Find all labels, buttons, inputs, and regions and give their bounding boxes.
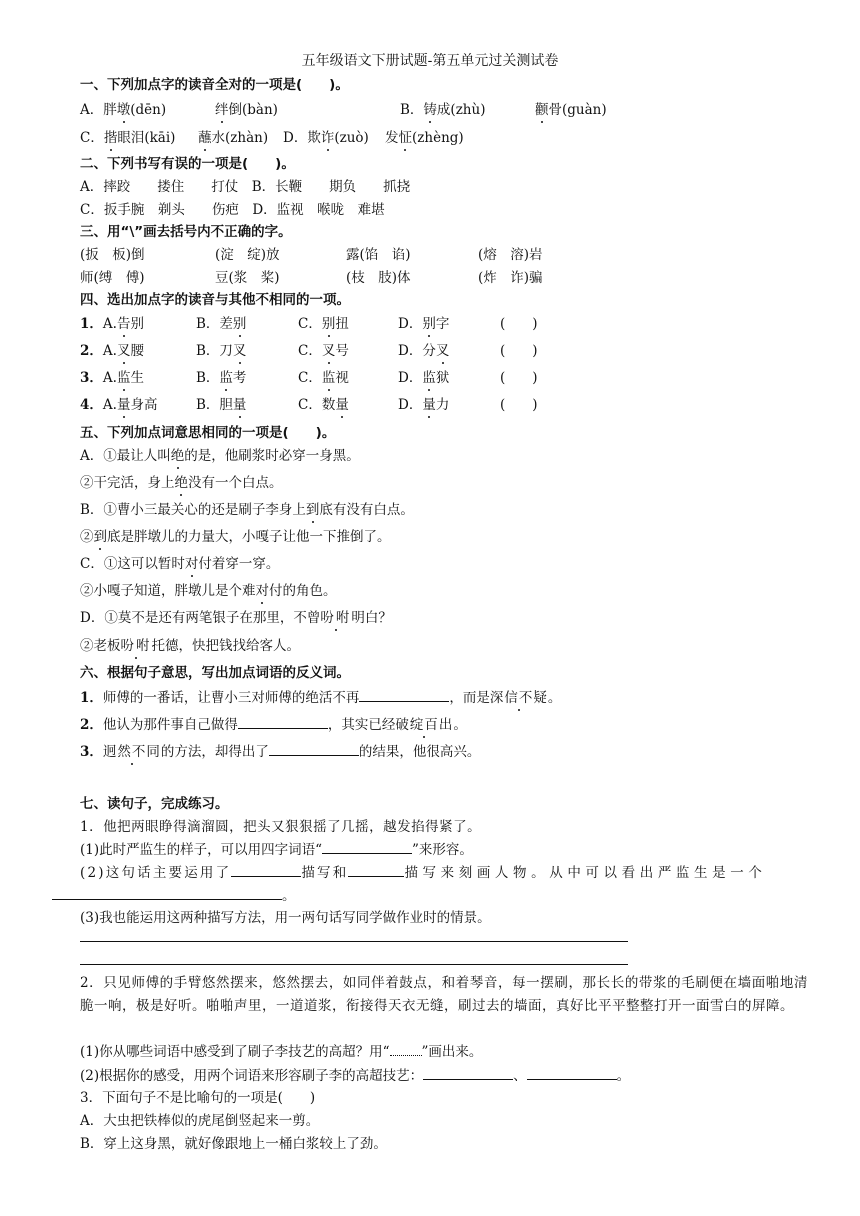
q4-option: D．分叉 [398, 343, 450, 359]
q3-heading: 三、用“\”画去括号内不正确的字。 [80, 224, 292, 240]
q3-item: (淀 绽)放 [215, 247, 280, 263]
q4-row: 4．A.量身高 [80, 397, 158, 413]
q1-heading: 一、下列加点字的读音全对的一项是( )。 [80, 77, 349, 93]
q5-line: A．①最让人叫绝的是，他刷浆时必穿一身黑。 [80, 448, 360, 464]
q4-option: D．监狱 [398, 370, 450, 386]
q2-row-2: C．扳手腕 剃头 伤疤 D．监视 喉咙 难堪 [80, 202, 385, 218]
q7-s1q2-blank-1[interactable] [231, 863, 301, 877]
q7-s1-blank[interactable] [322, 840, 412, 854]
q7-s1q2-blank-2[interactable] [348, 863, 404, 877]
document-title: 五年级语文下册试题-第五单元过关测试卷 [301, 53, 559, 69]
q4-option: C．数量 [298, 397, 349, 413]
q1-option-b2: 颧骨(guàn) [535, 102, 607, 118]
q6-line-3: 3．迥然不同的方法，却得出了 的结果，他很高兴。 [80, 744, 481, 760]
q4-option: B．差别 [196, 316, 247, 332]
q5-line: ②老板吩咐托德，快把钱找给客人。 [80, 638, 300, 654]
underline-marker [390, 1043, 422, 1056]
q4-answer-paren[interactable]: ( ) [500, 343, 538, 359]
q5-line: B．①曹小三最关心的还是刷子李身上到底有没有白点。 [80, 502, 414, 518]
q7-s1-q3: (3)我也能运用这两种描写方法，用一两句话写同学做作业时的情景。 [80, 910, 491, 926]
q6-blank-3[interactable] [269, 742, 359, 756]
q7-s1-q2-cont: 。 [52, 886, 296, 905]
q7-s2-q1: (1)你从哪些词语中感受到了刷子李技艺的高超？用“ ”画出来。 [80, 1044, 483, 1060]
q3-item: (枝 肢)体 [346, 270, 411, 286]
q7-s3-option-b: B．穿上这身黑，就好像跟地上一桶白浆较上了劲。 [80, 1136, 387, 1152]
q4-option: C．别扭 [298, 316, 349, 332]
q5-line: ②到底是胖墩儿的力量大，小嘎子让他一下推倒了。 [80, 529, 391, 545]
q6-line-1: 1．师傅的一番话，让曹小三对师傅的绝活不再 ，而是深信不疑。 [80, 690, 562, 706]
q4-answer-paren[interactable]: ( ) [500, 370, 538, 386]
q3-item: 师(缚 傅) [80, 270, 145, 286]
q3-item: 豆(浆 桨) [215, 270, 280, 286]
q7-sentence-3: 3．下面句子不是比喻句的一项是( ) [80, 1090, 316, 1106]
q5-line: D．①莫不是还有两笔银子在那里，不曾吩咐明白？ [80, 610, 392, 626]
q4-row: 1．A.告别 [80, 316, 144, 332]
q4-option: C．叉号 [298, 343, 349, 359]
q7-s2-q2: (2)根据你的感受，用两个词语来形容刷子李的高超技艺： 、 。 [80, 1068, 631, 1084]
q7-sentence-1: 1．他把两眼睁得滴溜圆，把头又狠狠摇了几摇，越发掐得紧了。 [80, 819, 482, 835]
q7-s3-option-a: A．大虫把铁棒似的虎尾倒竖起来一剪。 [80, 1113, 320, 1129]
q7-sentence-2: 2．只见师傅的手臂悠然摆来，悠然摆去，如同伴着鼓点，和着琴音，每一摆刷，那长长的带浆的毛刷便在墙面啪地清脆一响，极是好听。啪啪声里，一道道浆，衔接得天衣无缝，刷过去的墙面，真好比平平整整打开一面雪白的屏障。 [80, 975, 808, 1014]
q6-blank-2[interactable] [238, 715, 328, 729]
q7-s2q2-blank-1[interactable] [423, 1066, 513, 1080]
q5-line: C．①这可以暂时对付着穿一穿。 [80, 556, 280, 572]
q5-line: ②干完活，身上绝没有一个白点。 [80, 475, 283, 491]
q6-line-2: 2．他认为那件事自己做得 ，其实已经破绽百出。 [80, 717, 467, 733]
q1-option-d2: 发怔(zhèng) [385, 130, 464, 146]
q4-option: B．刀叉 [196, 343, 247, 359]
q6-blank-1[interactable] [359, 688, 449, 702]
q4-row: 2．A.叉腰 [80, 343, 144, 359]
answer-line[interactable] [80, 941, 628, 942]
q1-option-a: A．胖墩(dēn) [80, 102, 167, 118]
q4-heading: 四、选出加点字的读音与其他不相同的一项。 [80, 292, 350, 308]
q5-line: ②小嘎子知道，胖墩儿是个难对付的角色。 [80, 583, 337, 599]
q1-option-c2: 蘸水(zhàn) [198, 130, 269, 146]
q4-option: D．别字 [398, 316, 450, 332]
q1-option-d: D．欺诈(zuò) [283, 130, 369, 146]
q4-option: B．监考 [196, 370, 247, 386]
q4-row: 3．A.监生 [80, 370, 144, 386]
answer-line[interactable] [80, 964, 628, 965]
q4-option: B．胆量 [196, 397, 247, 413]
q7-s2q2-blank-2[interactable] [527, 1066, 617, 1080]
q4-answer-paren[interactable]: ( ) [500, 316, 538, 332]
q7-heading: 七、读句子，完成练习。 [80, 796, 229, 812]
q6-heading: 六、根据句子意思，写出加点词语的反义词。 [80, 665, 350, 681]
q2-heading: 二、下列书写有误的一项是( )。 [80, 156, 295, 172]
q2-row-1: A．摔跤 搂住 打仗 B．长鞭 期负 抓挠 [80, 179, 411, 195]
q3-item: (熔 溶)岩 [478, 247, 543, 263]
q1-option-b: B．铸成(zhù) [400, 102, 486, 118]
q7-s1-q1: (1)此时严监生的样子，可以用四字词语“ ”来形容。 [80, 842, 473, 858]
q1-option-a2: 绊倒(bàn) [215, 102, 278, 118]
q1-option-c: C．揩眼泪(kāi) [80, 130, 176, 146]
q4-option: D．量力 [398, 397, 450, 413]
q3-item: (炸 诈)骗 [478, 270, 543, 286]
q3-item: 露(馅 谄) [346, 247, 411, 263]
q3-item: (扳 板)倒 [80, 247, 145, 263]
q4-answer-paren[interactable]: ( ) [500, 397, 538, 413]
q5-heading: 五、下列加点词意思相同的一项是( )。 [80, 425, 336, 441]
q4-option: C．监视 [298, 370, 349, 386]
q7-s1q2-blank-3[interactable] [52, 886, 282, 900]
q7-s1-q2: (2)这句话主要运用了 描写和 描写来刻画人物。从中可以看出严监生是一个 [80, 865, 767, 881]
